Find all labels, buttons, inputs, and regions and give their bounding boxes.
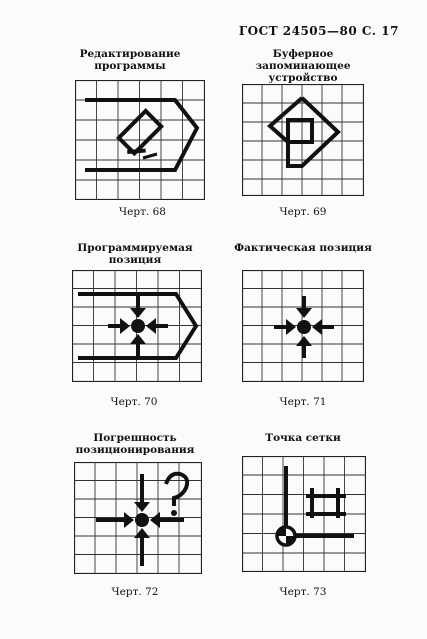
edit-program-icon	[75, 80, 205, 200]
figure-caption: Черт. 69	[279, 206, 327, 218]
grid-point-icon	[242, 456, 366, 572]
positioning-error-icon	[74, 462, 202, 574]
figure-caption: Черт. 71	[279, 396, 327, 408]
figure-73	[228, 432, 378, 602]
figure-71	[228, 242, 378, 412]
figure-caption: Черт. 70	[110, 396, 158, 408]
figure-68	[55, 48, 205, 218]
figure-title: Редактирование программы	[79, 48, 181, 72]
programmed-position-icon	[72, 270, 202, 382]
buffer-storage-icon	[242, 84, 364, 196]
figure-caption: Черт. 73	[279, 586, 327, 598]
figure-title: Погрешность позиционирования	[75, 432, 195, 456]
figure-title: Программируемая позиция	[77, 242, 193, 266]
figure-69	[228, 48, 378, 218]
figure-title: Фактическая позиция	[234, 242, 372, 254]
figure-title: Точка сетки	[265, 432, 341, 444]
figure-72	[60, 432, 210, 602]
page-header: ГОСТ 24505—80 С. 17	[238, 24, 399, 38]
figure-caption: Черт. 68	[119, 206, 166, 218]
figure-70	[60, 242, 210, 412]
figure-title: Буферное запоминающее устройство	[255, 48, 351, 84]
actual-position-icon	[242, 270, 364, 382]
figure-caption: Черт. 72	[111, 586, 159, 598]
